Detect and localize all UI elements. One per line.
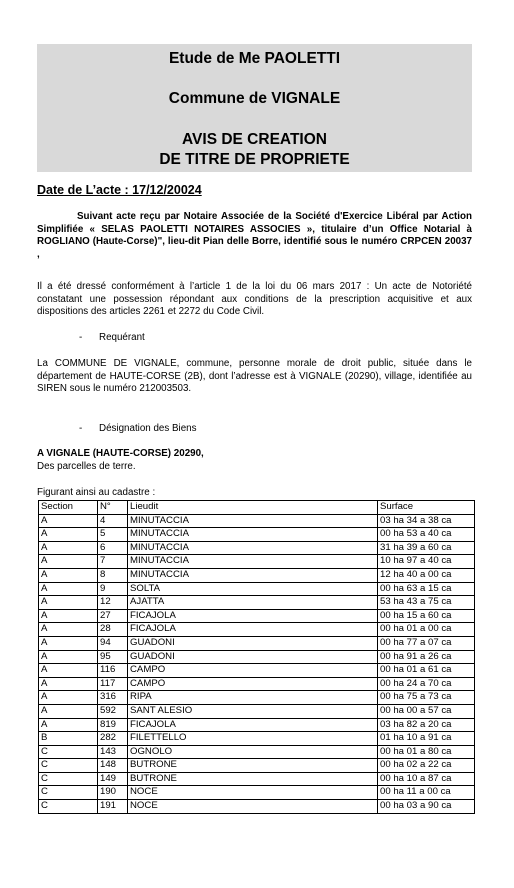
cell-surface: 10 ha 97 a 40 ca [378,555,475,569]
cell-surface: 00 ha 01 a 00 ca [378,623,475,637]
cell-section: A [39,541,98,555]
cell-lieudit: BUTRONE [128,772,378,786]
cell-surface: 03 ha 34 a 38 ca [378,514,475,528]
cell-section: A [39,664,98,678]
cadastre-table [38,500,475,814]
cell-section: C [39,745,98,759]
notice-title-line2: DE TITRE DE PROPRIETE [159,151,350,168]
notice-title-line1: AVIS DE CREATION [182,131,327,148]
cell-section: A [39,636,98,650]
cell-lieudit: RIPA [128,691,378,705]
cell-surface: 01 ha 10 a 91 ca [378,732,475,746]
table-row [39,528,475,542]
table-row [39,664,475,678]
commune-prefix: La [37,358,55,369]
cell-number: 282 [98,732,128,746]
location-block [37,448,204,473]
location-title: A VIGNALE (HAUTE-CORSE) 20290, [37,448,204,459]
cell-surface: 00 ha 03 a 90 ca [378,800,475,814]
table-row [39,514,475,528]
cell-section: A [39,718,98,732]
cell-lieudit: FICAJOLA [128,718,378,732]
cell-surface: 00 ha 15 a 60 ca [378,609,475,623]
table-row [39,636,475,650]
cell-lieudit: SOLTA [128,582,378,596]
cell-section: A [39,650,98,664]
cell-section: A [39,691,98,705]
cell-lieudit: SANT ALESIO [128,704,378,718]
table-header-row [39,501,475,515]
table-row [39,623,475,637]
cell-section: C [39,772,98,786]
table-row [39,609,475,623]
cell-number: 819 [98,718,128,732]
cell-section: A [39,623,98,637]
cell-lieudit: MINUTACCIA [128,568,378,582]
cell-number: 94 [98,636,128,650]
table-row [39,555,475,569]
cell-number: 116 [98,664,128,678]
cell-section: A [39,677,98,691]
cell-lieudit: CAMPO [128,664,378,678]
table-row [39,541,475,555]
table-row [39,772,475,786]
cell-lieudit: MINUTACCIA [128,514,378,528]
cell-lieudit: AJATTA [128,596,378,610]
cell-surface: 00 ha 00 a 57 ca [378,704,475,718]
cell-surface: 00 ha 75 a 73 ca [378,691,475,705]
cell-surface: 12 ha 40 a 00 ca [378,568,475,582]
cell-lieudit: GUADONI [128,650,378,664]
table-row [39,759,475,773]
cell-section: A [39,609,98,623]
cell-number: 4 [98,514,128,528]
cell-number: 191 [98,800,128,814]
cell-surface: 00 ha 10 a 87 ca [378,772,475,786]
cell-number: 6 [98,541,128,555]
commune-name: COMMUNE DE VIGNALE [54,358,177,369]
cell-number: 143 [98,745,128,759]
column-header-section: Section [39,501,98,515]
commune-title: Commune de VIGNALE [168,90,341,107]
cell-surface: 00 ha 63 a 15 ca [378,582,475,596]
table-row [39,650,475,664]
cell-number: 8 [98,568,128,582]
designation-label: Désignation des Biens [99,423,197,434]
cell-lieudit: GUADONI [128,636,378,650]
table-row [39,582,475,596]
cell-section: A [39,514,98,528]
table-row [39,800,475,814]
table-row [39,677,475,691]
cell-lieudit: FILETTELLO [128,732,378,746]
cell-section: C [39,786,98,800]
table-row [39,596,475,610]
cell-surface: 03 ha 82 a 20 ca [378,718,475,732]
bullet-dash: - [79,423,83,434]
cell-lieudit: BUTRONE [128,759,378,773]
cell-surface: 00 ha 11 a 00 ca [378,786,475,800]
intro-paragraph: Suivant acte reçu par Notaire Associée de la Société d'Exercice Libéral par Action Simplifiée « SELAS PAOLETTI NOTAIRES ASSOCIES », titulaire d’un Office Notarial à ROGLIANO (Haute-Corse)", lieu-dit Pian delle Borre, identifié sous le numéro CRPCEN 20037 , [37,211,472,260]
cell-surface: 31 ha 39 a 60 ca [378,541,475,555]
cadastre-label: Figurant ainsi au cadastre : [37,487,156,498]
cell-number: 148 [98,759,128,773]
cell-number: 12 [98,596,128,610]
cell-surface: 53 ha 43 a 75 ca [378,596,475,610]
cell-section: C [39,759,98,773]
cell-number: 27 [98,609,128,623]
cell-number: 28 [98,623,128,637]
commune-paragraph [37,358,472,396]
cell-section: C [39,800,98,814]
table-row [39,786,475,800]
bullet-dash: - [79,332,83,343]
cell-lieudit: FICAJOLA [128,623,378,637]
cell-lieudit: CAMPO [128,677,378,691]
cell-section: A [39,596,98,610]
parcels-description: Des parcelles de terre. [37,460,136,472]
cell-surface: 00 ha 24 a 70 ca [378,677,475,691]
requerant-label: Requérant [99,332,145,343]
cell-surface: 00 ha 01 a 61 ca [378,664,475,678]
table-row [39,568,475,582]
cell-number: 316 [98,691,128,705]
cell-lieudit: FICAJOLA [128,609,378,623]
cell-lieudit: MINUTACCIA [128,528,378,542]
column-header-number: N° [98,501,128,515]
cell-number: 117 [98,677,128,691]
cell-section: B [39,732,98,746]
table-row [39,732,475,746]
cell-surface: 00 ha 01 a 80 ca [378,745,475,759]
cell-lieudit: MINUTACCIA [128,555,378,569]
study-title: Etude de Me PAOLETTI [168,50,341,67]
cell-section: A [39,704,98,718]
cell-number: 9 [98,582,128,596]
cell-surface: 00 ha 77 a 07 ca [378,636,475,650]
cell-lieudit: OGNOLO [128,745,378,759]
commune-details: , commune, personne morale de droit public, située dans le département de HAUTE-CORSE (2B), dont l’adresse est à VIGNALE (20290), village, identifiée au SIREN sous le numéro 212003503. [37,358,473,395]
table-row [39,704,475,718]
act-date: Date de L’acte : 17/12/20024 [37,183,202,197]
cell-number: 95 [98,650,128,664]
cell-surface: 00 ha 91 a 26 ca [378,650,475,664]
cell-surface: 00 ha 53 a 40 ca [378,528,475,542]
cell-lieudit: NOCE [128,800,378,814]
cell-surface: 00 ha 02 a 22 ca [378,759,475,773]
table-row [39,745,475,759]
article-paragraph: Il a été dressé conformément à l’article 1 de la loi du 06 mars 2017 : Un acte de Notoriété constatant une possession répondant aux conditions de la prescription acquisitive et aux dispositions des articles 2261 et 2272 du Code Civil. [37,281,472,318]
cell-section: A [39,582,98,596]
cell-number: 149 [98,772,128,786]
column-header-lieudit: Lieudit [128,501,378,515]
column-header-surface: Surface [378,501,475,515]
cell-lieudit: NOCE [128,786,378,800]
cell-number: 592 [98,704,128,718]
cell-section: A [39,528,98,542]
cell-section: A [39,568,98,582]
cell-lieudit: MINUTACCIA [128,541,378,555]
cell-number: 7 [98,555,128,569]
table-row [39,718,475,732]
cadastre-table-body [39,514,475,813]
table-row [39,691,475,705]
cell-number: 5 [98,528,128,542]
cell-section: A [39,555,98,569]
cell-number: 190 [98,786,128,800]
